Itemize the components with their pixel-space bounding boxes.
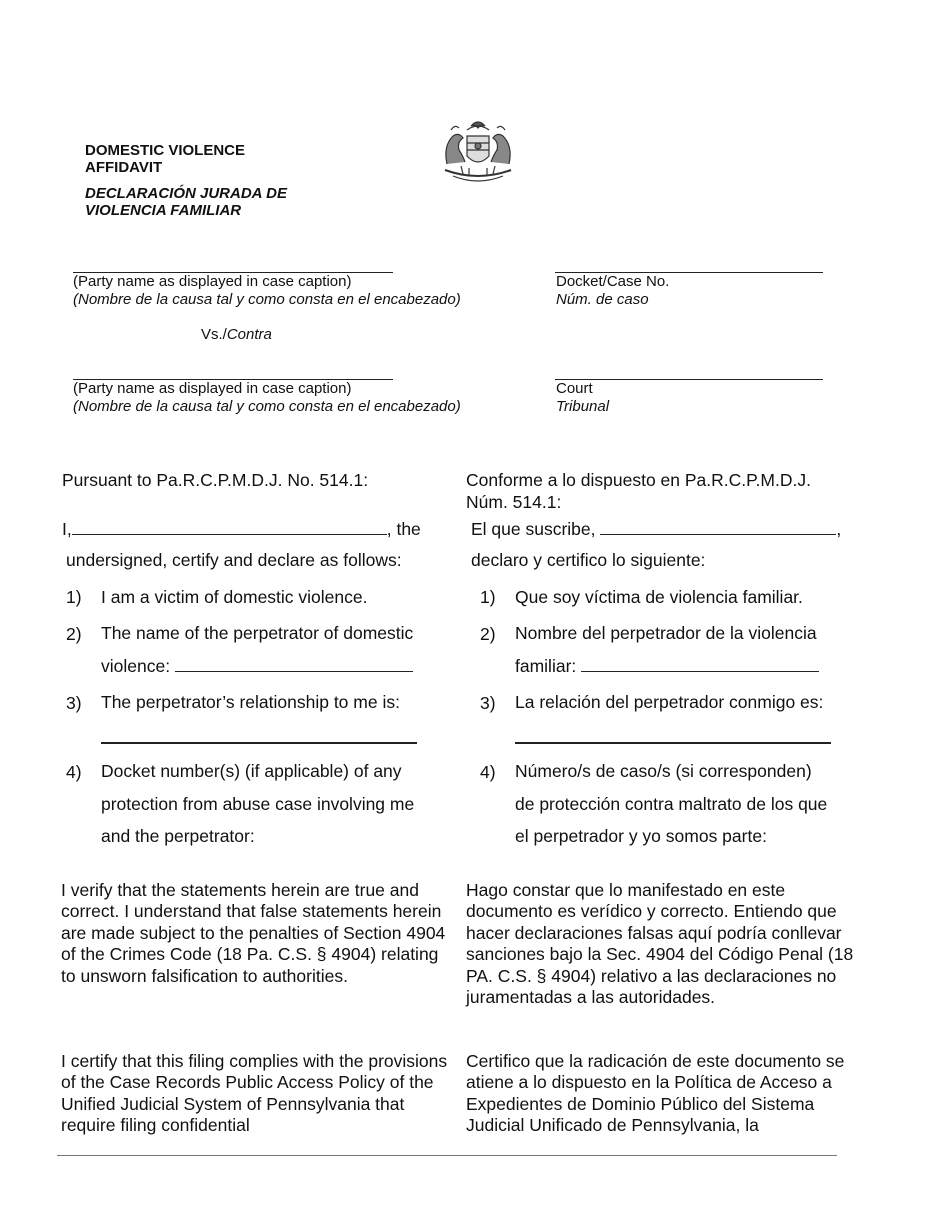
pursuant-en: Pursuant to Pa.R.C.P.M.D.J. No. 514.1: xyxy=(62,470,369,490)
declarant-name-field-en[interactable] xyxy=(72,518,387,535)
relationship-field-en[interactable] xyxy=(101,742,417,744)
title-es-line1: DECLARACIÓN JURADA DE xyxy=(85,185,287,202)
party1-label-es: (Nombre de la causa tal y como consta en el encabezado) xyxy=(73,291,461,308)
declarant-line-es xyxy=(471,518,841,541)
verification-es: Hago constar que lo manifestado en este documento es verídico y correcto. Entiendo que hacer declaraciones falsas aquí podría conllevar sanciones bajo la Sec. 4904 del Código Penal (18 PA. C.S. § 4904) relativo a las declaraciones no juramentadas a las autoridades. xyxy=(466,880,854,1008)
undersigned-es: declaro y certifico lo siguiente: xyxy=(471,550,706,570)
item-number: 4) xyxy=(480,762,496,782)
vs-en: Vs./ xyxy=(201,326,227,343)
declarant-prefix-es: El que suscribe, xyxy=(471,519,596,539)
party2-label-en: (Party name as displayed in case caption) xyxy=(73,380,352,397)
party2-label-es: (Nombre de la causa tal y como consta en el encabezado) xyxy=(73,398,461,415)
item-2-line1-en: The name of the perpetrator of domestic xyxy=(101,623,414,643)
item-2-label-en: violence: xyxy=(101,655,171,676)
item-number: 1) xyxy=(480,587,496,607)
item-3-text-en: The perpetrator’s relationship to me is: xyxy=(101,692,400,712)
versus-label xyxy=(201,326,272,344)
perpetrator-name-field-en[interactable] xyxy=(175,655,413,672)
item-3-text-es: La relación del perpetrador conmigo es: xyxy=(515,692,824,712)
vs-es: Contra xyxy=(226,326,272,343)
court-line[interactable] xyxy=(555,379,823,380)
title-es-line2: VIOLENCIA FAMILIAR xyxy=(85,202,242,219)
party1-label-en: (Party name as displayed in case caption) xyxy=(73,273,352,290)
item-number: 1) xyxy=(66,587,82,607)
declarant-line-en xyxy=(62,518,421,541)
item-number: 3) xyxy=(66,693,82,713)
bottom-divider xyxy=(57,1155,837,1156)
pursuant-es: Conforme a lo dispuesto en Pa.R.C.P.M.D.J. Núm. 514.1: xyxy=(466,470,811,512)
item-4-line3-es: el perpetrador y yo somos parte: xyxy=(515,826,767,846)
court-label-es: Tribunal xyxy=(556,398,610,415)
form-title-english xyxy=(85,142,245,176)
item-2-line1-es: Nombre del perpetrador de la violencia xyxy=(515,623,817,643)
item-number: 4) xyxy=(66,762,82,782)
declarant-name-field-es[interactable] xyxy=(600,518,836,535)
undersigned-en: undersigned, certify and declare as follows: xyxy=(66,550,402,570)
item-2-text-es xyxy=(515,617,819,682)
verification-en: I verify that the statements herein are true and correct. I understand that false statements herein are made subject to the penalties of Section 4904 of the Crimes Code (18 Pa. C.S. § 4904) relating to unsworn falsification to authorities. xyxy=(61,880,446,986)
docket-label-en: Docket/Case No. xyxy=(556,273,670,290)
item-4-line1-es: Número/s de caso/s (si corresponden) xyxy=(515,761,812,781)
title-en-line1: DOMESTIC VIOLENCE xyxy=(85,142,246,159)
item-2-label-es: familiar: xyxy=(515,655,577,676)
declarant-suffix-es: , xyxy=(836,519,842,539)
item-1-text-es: Que soy víctima de violencia familiar. xyxy=(515,587,803,607)
item-1-text-en: I am a victim of domestic violence. xyxy=(101,587,368,607)
item-number: 2) xyxy=(480,624,496,644)
item-4-line2-es: de protección contra maltrato de los que xyxy=(515,793,828,814)
title-en-line2: AFFIDAVIT xyxy=(85,159,163,176)
item-4-line2-en: protection from abuse case involving me xyxy=(101,793,415,814)
state-seal-icon xyxy=(433,116,523,188)
certification-en: I certify that this filing complies with the provisions of the Case Records Public Access Policy of the Unified Judicial System of Pennsylvania that require filing confidential xyxy=(61,1051,448,1136)
docket-label-es: Núm. de caso xyxy=(556,291,649,308)
perpetrator-name-field-es[interactable] xyxy=(581,655,819,672)
item-4-text-es xyxy=(515,755,827,853)
item-2-line2-en xyxy=(101,650,413,683)
item-number: 2) xyxy=(66,624,82,644)
court-label-en: Court xyxy=(556,380,593,397)
item-2-text-en xyxy=(101,617,413,682)
certification-es: Certifico que la radicación de este documento se atiene a lo dispuesto en la Política de Acceso a Expedientes de Dominio Público del Sistema Judicial Unificado de Pennsylvania, la xyxy=(466,1051,845,1136)
item-4-text-en xyxy=(101,755,414,853)
item-4-line1-en: Docket number(s) (if applicable) of any xyxy=(101,761,402,781)
relationship-field-es[interactable] xyxy=(515,742,831,744)
declarant-suffix-en: , the xyxy=(386,519,421,539)
item-2-line2-es xyxy=(515,650,819,683)
declarant-prefix-en: I, xyxy=(62,519,72,539)
form-title-spanish xyxy=(85,185,287,219)
item-4-line3-en: and the perpetrator: xyxy=(101,826,255,846)
item-number: 3) xyxy=(480,693,496,713)
